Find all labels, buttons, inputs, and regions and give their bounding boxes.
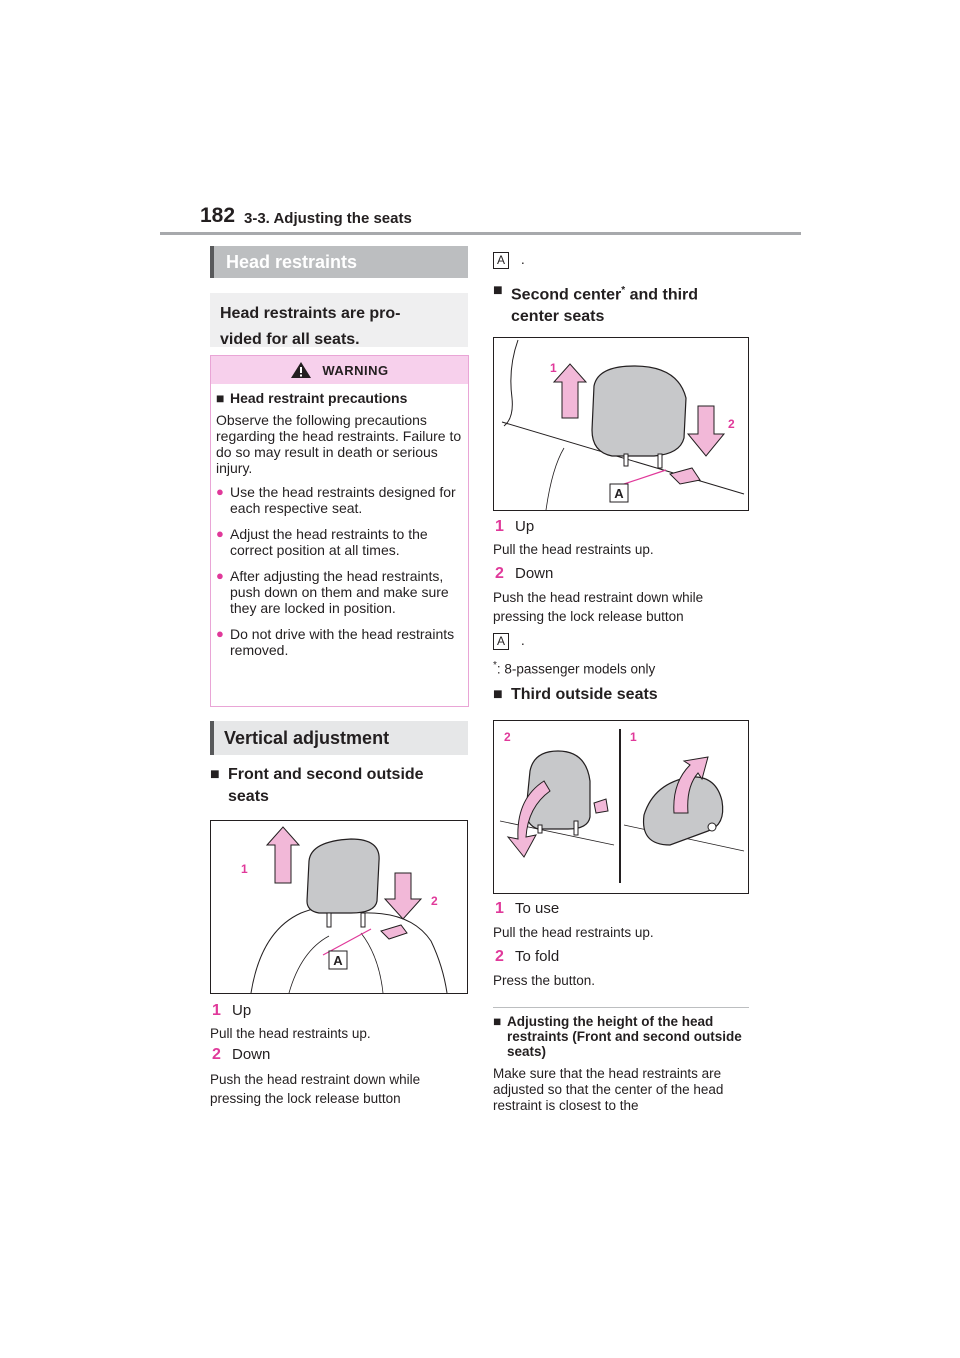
- fig2-label-a: A: [614, 486, 624, 501]
- dot-bullet-icon: ●: [216, 626, 224, 641]
- step-down: 2 Down: [212, 1046, 271, 1063]
- footnote: *: 8-passenger models only: [493, 660, 656, 677]
- square-bullet-icon: ■: [493, 282, 503, 299]
- warning-header: [211, 356, 468, 384]
- step-up: 1 Up: [212, 1002, 252, 1019]
- tag-a: A: [493, 633, 509, 650]
- fig-label-2: 2: [431, 894, 438, 908]
- square-bullet-icon: ■: [210, 766, 220, 783]
- step3-to-fold-desc: Press the button.: [493, 973, 596, 988]
- tag-a-line: A .: [493, 632, 525, 650]
- fig2-label-1: 1: [550, 361, 557, 375]
- step2-up-desc: Pull the head restraints up.: [493, 542, 654, 557]
- heading-vertical-adjustment: Vertical adjustment: [210, 721, 468, 755]
- warning-intro: Observe the following precautions regarding the head restraints. Failure to do so may result in death or serious injury.: [216, 412, 462, 476]
- dot-bullet-icon: ●: [216, 484, 224, 499]
- step3-to-fold: 2 To fold: [495, 948, 560, 965]
- square-bullet-icon: ■: [216, 390, 225, 406]
- tag-a: A: [493, 252, 509, 269]
- heading-head-restraints: Head restraints: [210, 246, 468, 278]
- note-text: Make sure that the head restraints are adjusted so that the center of the head restraint is closest to the: [493, 1066, 724, 1113]
- dot-bullet-icon: ●: [216, 568, 224, 583]
- step3-to-use: 1 To use: [495, 900, 560, 917]
- square-bullet-icon: ■: [493, 1014, 502, 1029]
- warning-bullet: ● After adjusting the head restraints, push down on them and make sure they are locked in position.: [216, 568, 449, 616]
- subheading-second-center: ■ Second center* and third center seats: [493, 280, 751, 328]
- section-title: 3-3. Adjusting the seats: [244, 210, 412, 227]
- note-heading: ■ Adjusting the height of the head restraints (Front and second outside seats): [493, 1014, 742, 1059]
- note-divider: [493, 1007, 749, 1008]
- step2-down-desc: Push the head restraint down while pressing the lock release button: [493, 590, 704, 624]
- header-rule: [160, 232, 801, 235]
- figure-second-center-seats: [493, 337, 749, 511]
- warning-triangle-icon: [290, 361, 312, 379]
- step2-down: 2 Down: [495, 565, 554, 582]
- fig3-label-2: 2: [504, 730, 511, 744]
- warning-bullet: ● Do not drive with the head restraints removed.: [216, 626, 455, 658]
- step2-up: 1 Up: [495, 518, 535, 535]
- warning-bullet: ● Use the head restraints designed for each respective seat.: [216, 484, 456, 516]
- subheading-third-outside: ■ Third outside seats: [493, 684, 751, 706]
- step-down-desc: Push the head restraint down while pressing the lock release button: [210, 1072, 421, 1106]
- fig-label-1: 1: [241, 862, 248, 876]
- fig3-label-1: 1: [630, 730, 637, 744]
- lead-text: Head restraints are pro- vided for all seats.: [210, 293, 468, 347]
- warning-label: WARNING: [322, 362, 389, 378]
- step3-to-use-desc: Pull the head restraints up.: [493, 925, 654, 940]
- warning-box: [210, 355, 469, 707]
- warning-heading: ■ Head restraint precautions: [216, 390, 408, 406]
- figure-third-outside-seats: [493, 720, 749, 894]
- dot-bullet-icon: ●: [216, 526, 224, 541]
- warning-bullet: ● Adjust the head restraints to the correct position at all times.: [216, 526, 428, 558]
- fig-label-a: A: [333, 953, 343, 968]
- page-number: 182: [200, 204, 236, 227]
- step-up-desc: Pull the head restraints up.: [210, 1026, 371, 1041]
- square-bullet-icon: ■: [493, 686, 503, 703]
- figure-front-seats: [210, 820, 468, 994]
- fig2-label-2: 2: [728, 417, 735, 431]
- tag-a-continued: A .: [493, 251, 525, 269]
- subheading-front-seats: ■ Front and second outside seats: [210, 764, 468, 808]
